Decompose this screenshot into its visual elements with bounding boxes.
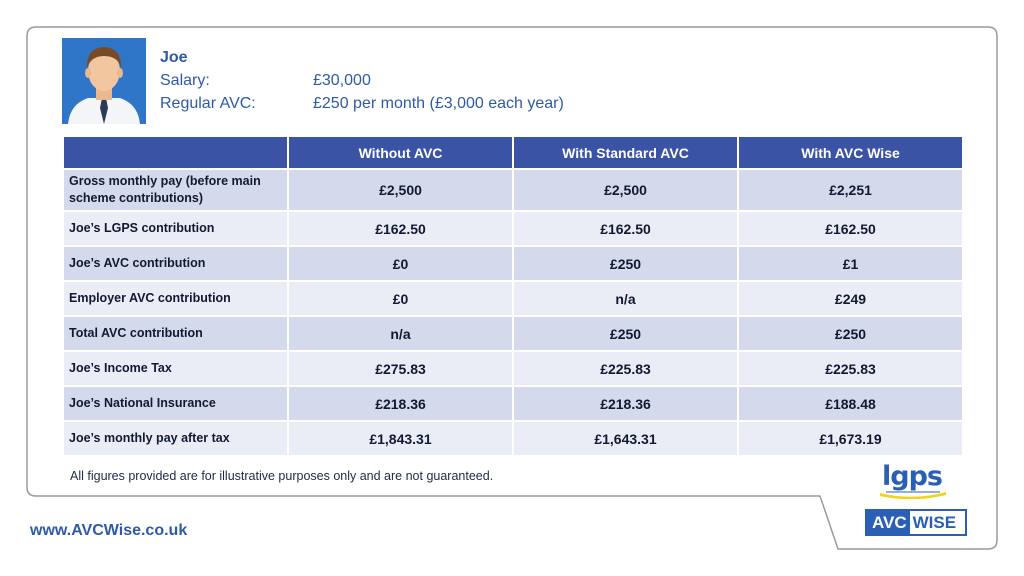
cell-value: £2,500 bbox=[513, 169, 738, 211]
table-row bbox=[63, 316, 963, 351]
person-avatar bbox=[62, 38, 146, 124]
cell-value: £218.36 bbox=[288, 386, 513, 421]
cell-value: £162.50 bbox=[513, 211, 738, 246]
cell-value: £0 bbox=[288, 246, 513, 281]
cell-value: £218.36 bbox=[513, 386, 738, 421]
row-label: Gross monthly pay (before main scheme contributions) bbox=[63, 169, 288, 211]
row-label: Joe’s Income Tax bbox=[63, 351, 288, 386]
avcwise-logo-part2: WISE bbox=[910, 511, 959, 534]
cell-value: £1,673.19 bbox=[738, 421, 963, 456]
cell-value: £2,251 bbox=[738, 169, 963, 211]
header-without-avc: Without AVC bbox=[288, 136, 513, 169]
cell-value: £250 bbox=[738, 316, 963, 351]
cell-value: £225.83 bbox=[738, 351, 963, 386]
lgps-logo-text: lgps bbox=[882, 461, 942, 492]
table-row bbox=[63, 211, 963, 246]
table-row bbox=[63, 246, 963, 281]
cell-value: n/a bbox=[288, 316, 513, 351]
cell-value: £162.50 bbox=[738, 211, 963, 246]
cell-value: £188.48 bbox=[738, 386, 963, 421]
table-row bbox=[63, 281, 963, 316]
lgps-logo bbox=[872, 462, 952, 502]
header-with-standard-avc: With Standard AVC bbox=[513, 136, 738, 169]
regular-avc-value: £250 per month (£3,000 each year) bbox=[313, 95, 564, 112]
cell-value: £275.83 bbox=[288, 351, 513, 386]
cell-value: £225.83 bbox=[513, 351, 738, 386]
row-label: Joe’s LGPS contribution bbox=[63, 211, 288, 246]
table-row bbox=[63, 421, 963, 456]
cell-value: n/a bbox=[513, 281, 738, 316]
row-label: Employer AVC contribution bbox=[63, 281, 288, 316]
salary-label: Salary: bbox=[160, 72, 210, 89]
person-icon bbox=[62, 38, 146, 124]
table-row bbox=[63, 351, 963, 386]
header-with-avc-wise: With AVC Wise bbox=[738, 136, 963, 169]
cell-value: £1 bbox=[738, 246, 963, 281]
disclaimer-text: All figures provided are for illustrative purposes only and are not guaranteed. bbox=[70, 469, 494, 483]
website-link[interactable]: www.AVCWise.co.uk bbox=[30, 522, 188, 539]
cell-value: £250 bbox=[513, 246, 738, 281]
cell-value: £250 bbox=[513, 316, 738, 351]
row-label: Joe’s National Insurance bbox=[63, 386, 288, 421]
lgps-swoosh-icon bbox=[878, 489, 948, 499]
cell-value: £1,843.31 bbox=[288, 421, 513, 456]
cell-value: £1,643.31 bbox=[513, 421, 738, 456]
row-label: Total AVC contribution bbox=[63, 316, 288, 351]
salary-value: £30,000 bbox=[313, 72, 371, 89]
table-row bbox=[63, 386, 963, 421]
cell-value: £2,500 bbox=[288, 169, 513, 211]
person-name: Joe bbox=[160, 49, 188, 66]
table-header-row bbox=[63, 136, 963, 169]
cell-value: £249 bbox=[738, 281, 963, 316]
comparison-table bbox=[62, 135, 964, 457]
cell-value: £162.50 bbox=[288, 211, 513, 246]
header-blank bbox=[63, 136, 288, 169]
row-label: Joe’s monthly pay after tax bbox=[63, 421, 288, 456]
regular-avc-label: Regular AVC: bbox=[160, 95, 256, 112]
avcwise-logo bbox=[865, 509, 967, 536]
table-row bbox=[63, 169, 963, 211]
avcwise-logo-part1: AVC bbox=[867, 511, 910, 534]
row-label: Joe’s AVC contribution bbox=[63, 246, 288, 281]
cell-value: £0 bbox=[288, 281, 513, 316]
